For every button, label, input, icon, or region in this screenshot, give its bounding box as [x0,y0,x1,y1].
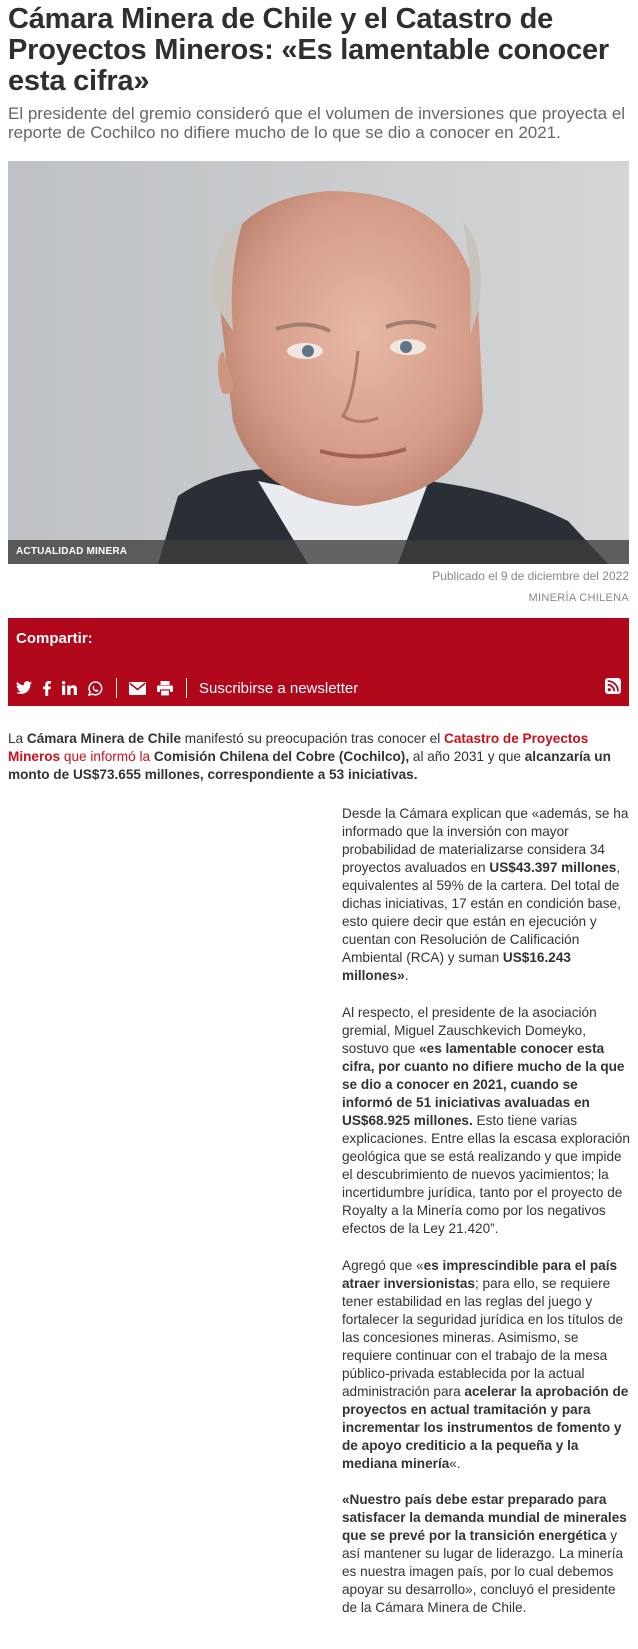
newsletter-link[interactable]: Suscribirse a newsletter [199,679,359,697]
twitter-icon[interactable] [16,679,32,697]
body-paragraph-4 [342,1491,630,1617]
share-separator [186,678,187,698]
photo-caption: ACTUALIDAD MINERA [16,546,128,557]
portrait-image [8,161,629,564]
article-title: Cámara Minera de Chile y el Catastro de Proyectos Mineros: «Es lamentable conocer esta cifra» [8,3,610,97]
photo-caption-bar [8,540,629,564]
bold-run: US$43.397 millones [489,860,617,875]
text-run: , equivalentes al 59% de la cartera. Del total de dichas iniciativas, 17 están en condición base, esto quiere decir que están en ejecución y cuentan con Resolución de Calificación Ambiental (RCA) y suman [342,860,621,965]
text-run: Esto tiene varias explicaciones. Entre ellas la escasa exploración geológica que se está realizando y que impide el descubrimiento de nuevos yacimientos; la incertidumbre jurídica, tanto por el proyecto de Royalty a la Minería como por los negativos efectos de la Ley 21.420”. [342,1113,630,1236]
text-run: manifestó su preocupación tras conocer el [181,731,444,746]
linkedin-icon[interactable] [62,679,77,697]
bold-run: es imprescindible para el país atraer inversionistas [342,1258,618,1291]
article-photo [8,161,629,564]
share-label: Compartir: [16,630,93,647]
intro-paragraph [8,730,628,784]
bold-run: US$16.243 millones» [342,950,571,983]
text-run: Agregó que « [342,1258,424,1273]
text-run: La [8,731,27,746]
bold-run: acelerar la aprobación de proyectos en actual tramitación y para incrementar los instrumentos de fomento y de apoyo crediticio a la pequeña y la mediana minería [342,1384,629,1471]
email-icon[interactable] [129,679,146,697]
share-icons-row [16,677,358,699]
text-run: . [404,968,409,983]
bold-run: alcanzaría un monto de US$73.655 millones, correspondiente a 53 iniciativas. [8,749,611,782]
rss-icon[interactable] [605,678,621,694]
publish-date: Publicado el 9 de diciembre del 2022 [432,569,629,583]
source-label: MINERÍA CHILENA [528,592,629,604]
body-paragraph-1 [342,805,630,985]
share-separator [116,678,117,698]
catastro-link-cont[interactable]: que informó la [60,749,151,764]
share-bar [8,618,629,706]
text-run: ; para ello, se requiere tener estabilidad en las reglas del juego y fortalecer la seguridad jurídica en los títulos de las concesiones mineras. Asimismo, se requiere continuar con el trabajo de la mesa público-privada establecida por la actual administración para [342,1276,624,1399]
body-paragraph-3 [342,1257,630,1473]
facebook-icon[interactable] [43,679,51,697]
bold-run: Comisión Chilena del Cobre (Cochilco), [150,749,410,764]
text-run: Al respecto, el presidente de la asociación gremial, Miguel Zauschkevich Domeyko, sostuvo que [342,1005,597,1056]
body-paragraph-2 [342,1004,630,1238]
text-run: «. [449,1456,461,1471]
print-icon[interactable] [157,679,173,697]
bold-run: Cámara Minera de Chile [26,731,182,746]
article-subtitle: El presidente del gremio consideró que el volumen de inversiones que proyecta el reporte de Cochilco no difiere mucho de lo que se dio a conocer en 2021. [8,104,626,142]
text-run: al año 2031 y que [409,749,525,764]
whatsapp-icon[interactable] [88,679,103,697]
bold-run: «Nuestro país debe estar preparado para satisfacer la demanda mundial de minerales que se prevé por la transición energética [342,1492,627,1543]
bold-run: «es lamentable conocer esta cifra, por cuanto no difiere mucho de la que se dio a conocer en 2021, cuando se informó de 51 iniciativas avaluadas en US$68.925 millones. [342,1041,625,1128]
catastro-link[interactable]: Catastro de Proyectos Mineros [8,731,589,764]
text-run: Desde la Cámara explican que «además, se ha informado que la inversión con mayor probabilidad de materializarse considera 34 proyectos avaluados en [342,806,629,875]
text-run: y así mantener su lugar de liderazgo. La minería es nuestra imagen país, por lo cual debemos apoyar su desarrollo», concluyó el presidente de la Cámara Minera de Chile. [342,1528,624,1615]
